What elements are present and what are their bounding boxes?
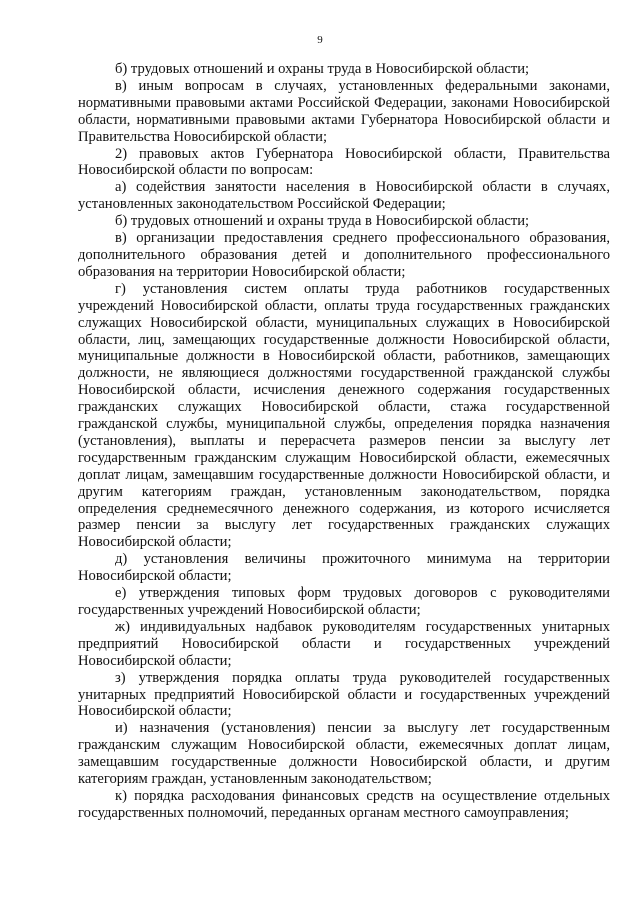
paragraph-b-labor-relations: б) трудовых отношений и охраны труда в Новосибирской области; [115,61,530,77]
paragraph-d-subsistence-minimum: д) установления величины прожиточного минимума на территории Новосибирской области; [78,551,610,585]
paragraph-e-contract-forms: е) утверждения типовых форм трудовых договоров с руководителями государственных учреждений Новосибирской области; [78,585,610,618]
paragraph-a-employment: а) содействия занятости населения в Новосибирской области в случаях, установленных законодательством Российской Федерации; [78,179,610,213]
paragraph-k-funds-spending: к) порядка расходования финансовых средств на осуществление отдельных государственных полномочий, переданных органам местного самоуправления; [78,787,610,821]
paragraph-zh-allowances: ж) индивидуальных надбавок руководителям государственных унитарных предприятий Новосибирской области и государственных учреждений Новосибирской области; [78,618,610,669]
paragraph-v-other-issues: в) иным вопросам в случаях, установленных федеральными законами, нормативными правовыми актами Российской Федерации, законами Новосибирской области, нормативными правовыми актами Губернатора Новосибирской области и Правительства Новосибирской области; [78,77,610,145]
paragraph-g-remuneration: г) установления систем оплаты труда работников государственных учреждений Новосибирской области, оплаты труда государственных гражданских служащих Новосибирской области, муниципальных служащих в Новосибирской области, лиц, замещающих государственные должности Новосибирской области, муниципальные должности в Новосибирской области, работников, замещающих должности, не являющиеся должностями государственной гражданской службы Новосибирской области, исчисления денежного содержания государственных гражданских служащих Новосибирской области, стажа государственной гражданской службы, муниципальной службы, определения порядка назначения (установления), выплаты и перерасчета размеров пенсии за выслугу лет государственным гражданским служащим Новосибирской области, ежемесячных доплат лицам, замещавшим государственные должности Новосибирской области, и другим категориям граждан, установленным законодательством, порядка определения среднемесячного денежного содержания, из которого исчисляется размер пенсии за выслугу лет государственных гражданских служащих Новосибирской области; [78,280,610,551]
paragraph-i-pension: и) назначения (установления) пенсии за выслугу лет государственным гражданским служащим Новосибирской области, ежемесячных доплат лицам, замещавшим государственные должности Новосибирской области, и другим категориям граждан, установленным законодательством; [78,720,610,788]
paragraph-b-labor-protection: б) трудовых отношений и охраны труда в Новосибирской области; [115,213,530,230]
paragraph-2-legal-acts: 2) правовых актов Губернатора Новосибирской области, Правительства Новосибирской области по вопросам: [78,145,610,179]
page-number: 9 [317,34,323,46]
document-body [78,61,610,822]
paragraph-z-pay-procedure: з) утверждения порядка оплаты труда руководителей государственных унитарных предприятий Новосибирской области и государственных учреждений Новосибирской области; [78,669,610,720]
paragraph-v-education: в) организации предоставления среднего профессионального образования, дополнительного образования детей и дополнительного профессионального образования на территории Новосибирской области; [78,230,610,280]
